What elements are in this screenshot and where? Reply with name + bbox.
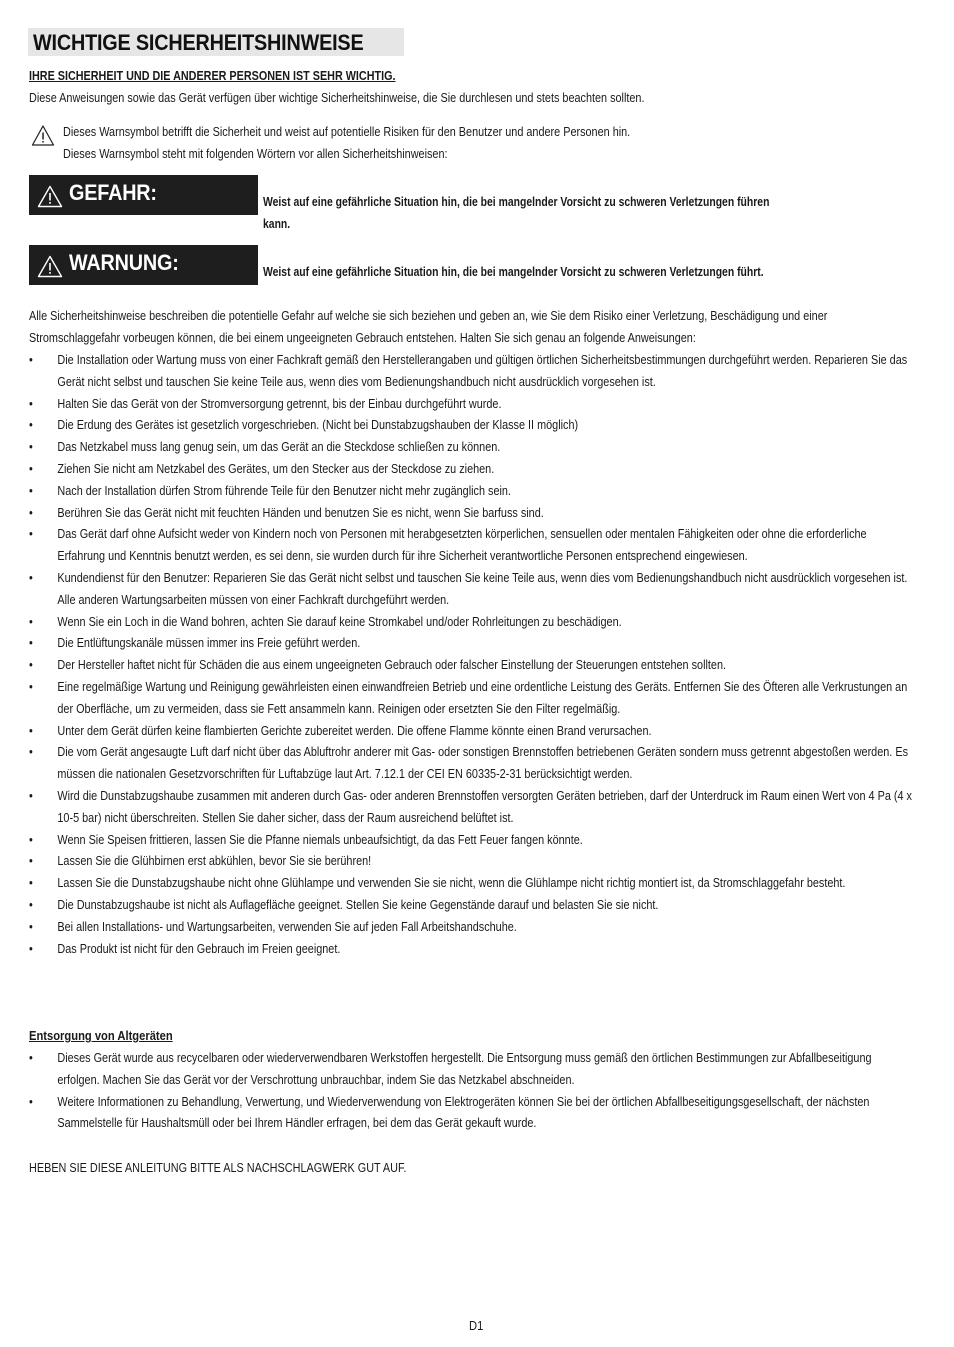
bullet-marker: • xyxy=(29,504,33,520)
disposal-item xyxy=(29,1047,914,1091)
bullet-marker: • xyxy=(29,940,33,956)
bullet-marker: • xyxy=(29,613,33,629)
bullet-marker: • xyxy=(29,831,33,847)
safety-instruction-item-text: Lassen Sie die Dunstabzugshaube nicht ohne Glühlampe und verwenden Sie sie nicht, wenn die Glühlampe nicht richtig montiert ist, da Stromschlaggefahr besteht. xyxy=(57,875,846,891)
safety-instruction-item-text: Die Installation oder Wartung muss von einer Fachkraft gemäß den Herstellerangaben und gültigen örtlichen Sicherheitsbestimmungen durchgeführt werden. Reparieren Sie das Gerät nicht selbst und tauschen Sie keine Teile aus, wenn dies vom Bedienungshandbuch nicht ausdrücklich vorgesehen ist. xyxy=(57,352,908,389)
safety-instruction-item xyxy=(29,676,914,720)
safety-instruction-item xyxy=(29,502,914,524)
safety-instruction-item-text: Das Netzkabel muss lang genug sein, um das Gerät an die Steckdose schließen zu können. xyxy=(57,439,501,455)
safety-instruction-item-text: Das Gerät darf ohne Aufsicht weder von Kindern noch von Personen mit herabgesetzten körperlichen, sensuellen oder mentalen Fähigkeiten oder ohne die erforderliche Erfahrung und Kenntnis benutzt werden, es sei denn, sie wurden durch für ihre Sicherheit verantwortliche Personen entsprechend eingewiesen. xyxy=(57,526,867,564)
danger-label: GEFAHR: xyxy=(69,180,157,205)
safety-instruction-item-text: Die Erdung des Gerätes ist gesetzlich vorgeschrieben. (Nicht bei Dunstabzugshauben der Klasse II möglich) xyxy=(57,417,579,433)
safety-instruction-item xyxy=(29,785,914,829)
safety-instruction-item xyxy=(29,458,914,480)
disposal-list xyxy=(29,1047,914,1134)
safety-instruction-item xyxy=(29,829,914,851)
general-intro-text: Alle Sicherheitshinweise beschreiben die potentielle Gefahr auf welche sie sich beziehen und geben an, wie Sie dem Risiko einer Verletzung, Beschädigung und einer Stromschlaggefahr vorbeugen können, die bei einem ungeeigneten Gebrauch entstehen. Halten Sie sich genau an folgende Anweisungen: xyxy=(29,308,828,345)
bullet-marker: • xyxy=(29,482,33,498)
safety-instruction-item-text: Wenn Sie ein Loch in die Wand bohren, achten Sie darauf keine Stromkabel und/oder Rohrleitungen zu beschädigen. xyxy=(57,613,622,629)
safety-instruction-item xyxy=(29,720,914,742)
bullet-marker: • xyxy=(29,1050,33,1065)
bullet-marker: • xyxy=(29,722,33,738)
safety-instruction-item-text: Die vom Gerät angesaugte Luft darf nicht über das Abluftrohr anderer mit Gas- oder sonstigen Brennstoffen betriebenen Geräten sondern muss getrennt abgestoßen werden. Es müssen die nationalen Gesetzvorschriften für Luftabzüge laut Art. 7.12.1 der CEI EN 60335-2-31 berücksichtigt werden. xyxy=(57,744,909,782)
safety-instruction-item-text: Der Hersteller haftet nicht für Schäden die aus einem ungeeigneten Gebrauch oder falscher Einstellung der Steuerungen entstehen sollten. xyxy=(57,657,727,673)
bullet-marker: • xyxy=(29,460,33,476)
keep-instructions-note: HEBEN SIE DIESE ANLEITUNG BITTE ALS NACHSCHLAGWERK GUT AUF. xyxy=(29,1160,407,1175)
safety-instruction-item-text: Kundendienst für den Benutzer: Reparieren Sie das Gerät nicht selbst und tauschen Sie keine Teile aus, wenn dies vom Bedienungshandbuch nicht ausdrücklich vorgesehen ist. Alle anderen Wartungsarbeiten müssen von einer Fachkraft durchgeführt werden. xyxy=(57,569,908,607)
symbol-note-line-2: Dieses Warnsymbol steht mit folgenden Wörtern vor allen Sicherheitshinweisen: xyxy=(63,146,448,161)
safety-instruction-item-text: Nach der Installation dürfen Strom führende Teile für den Benutzer nicht mehr zugänglich sein. xyxy=(57,482,511,498)
page-title-box xyxy=(28,28,404,56)
disposal-item-text: Dieses Gerät wurde aus recycelbaren oder wiederverwendbaren Werkstoffen hergestellt. Die Entsorgung muss gemäß den örtlichen Bestimmungen zur Abfallbeseitigung erfolgen. Machen Sie das Gerät vor der Verschrottung unbrauchbar, indem Sie das Netzkabel abschneiden. xyxy=(57,1050,872,1087)
safety-instruction-item-text: Berühren Sie das Gerät nicht mit feuchten Händen und benutzen Sie es nicht, wenn Sie barfuss sind. xyxy=(57,504,544,520)
disposal-item-text: Weitere Informationen zu Behandlung, Verwertung, und Wiederverwendung von Elektrogeräten können Sie bei der örtlichen Abfallbeseitigungsgesellschaft, der nächsten Sammelstelle für Haushaltsmüll oder bei Ihrem Händler erfragen, bei dem das Gerät gekauft wurde. xyxy=(57,1093,870,1131)
intro-text: Diese Anweisungen sowie das Gerät verfügen über wichtige Sicherheitshinweise, die Sie durchlesen und stets beachten sollten. xyxy=(29,90,645,105)
safety-instruction-item xyxy=(29,349,914,393)
safety-instructions-list xyxy=(29,349,914,959)
safety-instruction-item xyxy=(29,916,914,938)
safety-instruction-item-text: Eine regelmäßige Wartung und Reinigung gewährleisten einen einwandfreien Betrieb und eine ordentliche Leistung des Geräts. Entfernen Sie des Öfteren alle Verkrustungen an der Oberfläche, um zu vermeiden, dass sie Fett ansammeln kann. Reinigen oder ersetzten Sie den Filter regelmäßig. xyxy=(57,678,908,716)
safety-instruction-item xyxy=(29,654,914,676)
safety-instruction-item xyxy=(29,567,914,611)
danger-description-line-2: kann. xyxy=(263,216,291,231)
warning-triangle-icon xyxy=(31,124,55,148)
safety-instruction-item xyxy=(29,436,914,458)
safety-instruction-item-text: Das Produkt ist nicht für den Gebrauch im Freien geeignet. xyxy=(57,940,341,956)
symbol-note-line-1: Dieses Warnsymbol betrifft die Sicherheit und weist auf potentielle Risiken für den Benutzer und andere Personen hin. xyxy=(63,124,631,139)
bullet-marker: • xyxy=(29,678,33,694)
safety-instruction-item-text: Halten Sie das Gerät von der Stromversorgung getrennt, bis der Einbau durchgeführt wurde. xyxy=(57,395,502,411)
page-title: WICHTIGE SICHERHEITSHINWEISE xyxy=(33,30,364,55)
safety-instruction-item xyxy=(29,894,914,916)
warning-badge xyxy=(29,245,258,285)
bullet-marker: • xyxy=(29,417,33,433)
safety-instruction-item xyxy=(29,632,914,654)
bullet-marker: • xyxy=(29,744,33,760)
safety-instruction-item-text: Die Entlüftungskanäle müssen immer ins Freie geführt werden. xyxy=(57,635,361,651)
warning-label: WARNUNG: xyxy=(69,250,179,275)
safety-instruction-item-text: Ziehen Sie nicht am Netzkabel des Gerätes, um den Stecker aus der Steckdose zu ziehen. xyxy=(57,460,495,476)
bullet-marker: • xyxy=(29,569,33,585)
bullet-marker: • xyxy=(29,896,33,912)
bullet-marker: • xyxy=(29,526,33,542)
bullet-marker: • xyxy=(29,657,33,673)
safety-instruction-item xyxy=(29,523,914,567)
warning-triangle-icon xyxy=(37,255,63,278)
safety-instruction-item xyxy=(29,872,914,894)
safety-instruction-item-text: Wenn Sie Speisen frittieren, lassen Sie die Pfanne niemals unbeaufsichtigt, da das Fett Feuer fangen könnte. xyxy=(57,831,583,847)
bullet-marker: • xyxy=(29,352,33,367)
safety-instruction-item-text: Bei allen Installations- und Wartungsarbeiten, verwenden Sie auf jeden Fall Arbeitshandschuhe. xyxy=(57,918,517,934)
bullet-marker: • xyxy=(29,395,33,411)
warning-description: Weist auf eine gefährliche Situation hin, die bei mangelnder Vorsicht zu schweren Verletzungen führt. xyxy=(263,264,764,279)
intro-heading: IHRE SICHERHEIT UND DIE ANDERER PERSONEN IST SEHR WICHTIG. xyxy=(29,68,396,83)
safety-instruction-item xyxy=(29,741,914,785)
safety-instruction-item xyxy=(29,850,914,872)
disposal-heading: Entsorgung von Altgeräten xyxy=(29,1028,173,1043)
bullet-marker: • xyxy=(29,1093,33,1109)
page-number: D1 xyxy=(469,1318,484,1333)
bullet-marker: • xyxy=(29,875,33,891)
danger-badge xyxy=(29,175,258,215)
bullet-marker: • xyxy=(29,635,33,651)
safety-instruction-item xyxy=(29,480,914,502)
safety-instruction-item xyxy=(29,938,914,960)
safety-instruction-item xyxy=(29,393,914,415)
bullet-marker: • xyxy=(29,439,33,455)
safety-instruction-item xyxy=(29,611,914,633)
safety-instruction-item xyxy=(29,414,914,436)
safety-instruction-item-text: Die Dunstabzugshaube ist nicht als Auflagefläche geeignet. Stellen Sie keine Gegenstände darauf und belasten Sie sie nicht. xyxy=(57,896,659,912)
safety-instruction-item-text: Unter dem Gerät dürfen keine flambierten Gerichte zubereitet werden. Die offene Flamme könnte einen Brand verursachen. xyxy=(57,722,652,738)
danger-description-line-1: Weist auf eine gefährliche Situation hin, die bei mangelnder Vorsicht zu schweren Verletzungen führen xyxy=(263,194,770,209)
bullet-marker: • xyxy=(29,918,33,934)
warning-triangle-icon xyxy=(37,185,63,208)
safety-instruction-item-text: Lassen Sie die Glühbirnen erst abkühlen, bevor Sie sie berühren! xyxy=(57,853,372,869)
bullet-marker: • xyxy=(29,853,33,869)
safety-instruction-item-text: Wird die Dunstabzugshaube zusammen mit anderen durch Gas- oder anderen Brennstoffen versorgten Geräten betrieben, darf der Unterdruck im Raum einen Wert von 4 Pa (4 x 10-5 bar) nicht überschreiten. Stellen Sie daher sicher, dass der Raum ausreichend belüftet ist. xyxy=(57,787,912,825)
bullet-marker: • xyxy=(29,787,33,803)
disposal-item xyxy=(29,1091,914,1135)
